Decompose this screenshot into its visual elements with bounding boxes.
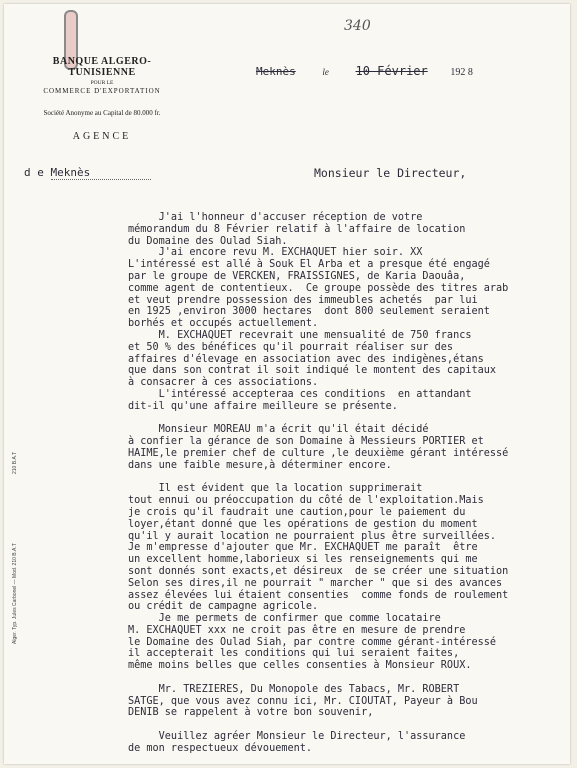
- bank-capital: Société Anonyme au Capital de 80.000 fr.: [43, 109, 161, 117]
- place-le: le: [322, 67, 329, 77]
- body-line: L'intéressé est allé à Souk El Arba et a presque été engagé: [128, 259, 490, 271]
- body-line: par le groupe de VERCKEN, FRAISSIGNES, de Karia Daouâa,: [128, 270, 466, 282]
- body-line: DENIB se rappelent à votre bon souvenir,: [128, 707, 374, 719]
- body-line: HAIME,le premier chef de culture ,le deuxième gérant intéressé: [128, 447, 509, 459]
- printer-mark: Alger. Typ. Jules Carbonel — Mod. 210 B.A.T: [12, 543, 18, 644]
- body-line: tout ennui ou préoccupation du côté de l'exploitation.Mais: [128, 495, 484, 507]
- body-line: Veuillez agréer Monsieur le Directeur, l'assurance: [128, 731, 466, 743]
- agence-prefix: d e: [24, 166, 44, 179]
- place-city: Meknès: [256, 65, 296, 78]
- body-line: comme agent de contentieux. Ce groupe possède des titres arab: [128, 282, 509, 294]
- body-line: Je m'empresse d'ajouter que Mr. EXCHAQUET me paraît être: [128, 542, 478, 554]
- body-line: M. EXCHAQUET xxx ne croit pas être en mesure de prendre: [128, 624, 466, 636]
- letter-date: 10 Février: [355, 64, 428, 78]
- body-line: Selon ses dires,il ne pourrait " marcher " que si des avances: [128, 577, 503, 589]
- salutation: Monsieur le Directeur,: [314, 166, 467, 180]
- body-line: loyer,étant donné que les opérations de gestion du moment: [128, 518, 478, 530]
- body-line: mémorandum du 8 Février relatif à l'affaire de location: [128, 223, 466, 235]
- body-line: même moins belles que celles consenties à Monsieur ROUX.: [128, 660, 472, 672]
- bank-name: BANQUE ALGERO-TUNISIENNE: [52, 56, 152, 78]
- body-line: L'intéressé accepteraa ces conditions en attandant: [128, 388, 472, 400]
- body-line: à consacrer à ces associations.: [128, 377, 319, 389]
- body-line: de mon respectueux dévouement.: [128, 742, 313, 754]
- body-line: sont donnés sont exacts,et désireux de se créer une situation: [128, 565, 509, 577]
- body-line: et veut prendre possession des immeubles achetés par lui: [128, 294, 478, 306]
- letterhead: [22, 56, 182, 142]
- body-line: borhés et occupés actuellement.: [128, 318, 319, 330]
- body-line: assez élevées lui étaient consenties comme fonds de roulement: [128, 589, 509, 601]
- body-line: en 1925 ,environ 3000 hectares dont 800 seulement seraient: [128, 306, 490, 318]
- body-line: un excellent homme,laborieux si les renseignements qui me: [128, 554, 478, 566]
- body-line: à confier la gérance de son Domaine à Messieurs PORTIER et: [128, 436, 484, 448]
- body-line: affaires d'élevage en association avec des indigènes,étans: [128, 353, 484, 365]
- body-line: que dans son contrat il soit indiqué le montent des capitaux: [128, 365, 497, 377]
- bank-pour-le: POUR LE: [90, 80, 114, 86]
- body-line: J'ai l'honneur d'accuser réception de votre: [128, 212, 423, 223]
- handwritten-number: 340: [344, 18, 371, 34]
- body-line: qu'il y aurait location ne pourraient plus être surveillées.: [128, 530, 497, 542]
- agence-city-line: [24, 166, 151, 180]
- body-line: je crois qu'il faudrait une caution,pour le paiement du: [128, 506, 466, 518]
- body-line: SATGE, que vous avez connu ici, Mr. CIOUTAT, Payeur à Bou: [128, 695, 478, 707]
- letter-body: [128, 212, 568, 755]
- body-line: [128, 413, 568, 425]
- body-line: M. EXCHAQUET recevrait une mensualité de 750 francs: [128, 329, 472, 341]
- body-line: et 50 % des bénéfices qu'il pourrait réaliser sur des: [128, 341, 454, 353]
- body-line: dans une faible mesure,à déterminer encore.: [128, 459, 392, 471]
- letter-sheet: [4, 4, 570, 764]
- agence-label: AGENCE: [72, 131, 132, 142]
- body-line: Je me permets de confirmer que comme locataire: [128, 613, 441, 625]
- body-line: [128, 472, 568, 484]
- body-line: dit-il qu'une affaire meilleure se présente.: [128, 400, 398, 412]
- body-line: Monsieur MOREAU m'a écrit qu'il était décidé: [128, 424, 429, 436]
- agence-city: Meknès: [51, 166, 151, 180]
- body-line: du Domaine des Oulad Siah.: [128, 235, 288, 247]
- bank-commerce: COMMERCE D'EXPORTATION: [43, 87, 161, 95]
- place-date: [256, 64, 473, 78]
- letter-year: 192 8: [450, 67, 473, 78]
- body-line: [128, 672, 568, 684]
- body-line: il accepterait les conditions qui lui seraient faites,: [128, 648, 460, 660]
- body-line: ou crédit de campagne agricole.: [128, 601, 319, 613]
- printer-code: 210 B.A.T: [12, 451, 18, 474]
- body-line: le Domaine des Oulad Siah, par contre comme gérant-intéressé: [128, 636, 497, 648]
- body-line: [128, 719, 568, 731]
- body-line: J'ai encore revu M. EXCHAQUET hier soir. XX: [128, 247, 423, 259]
- body-line: Il est évident que la location supprimerait: [128, 483, 423, 495]
- body-line: Mr. TREZIERES, Du Monopole des Tabacs, Mr. ROBERT: [128, 683, 460, 695]
